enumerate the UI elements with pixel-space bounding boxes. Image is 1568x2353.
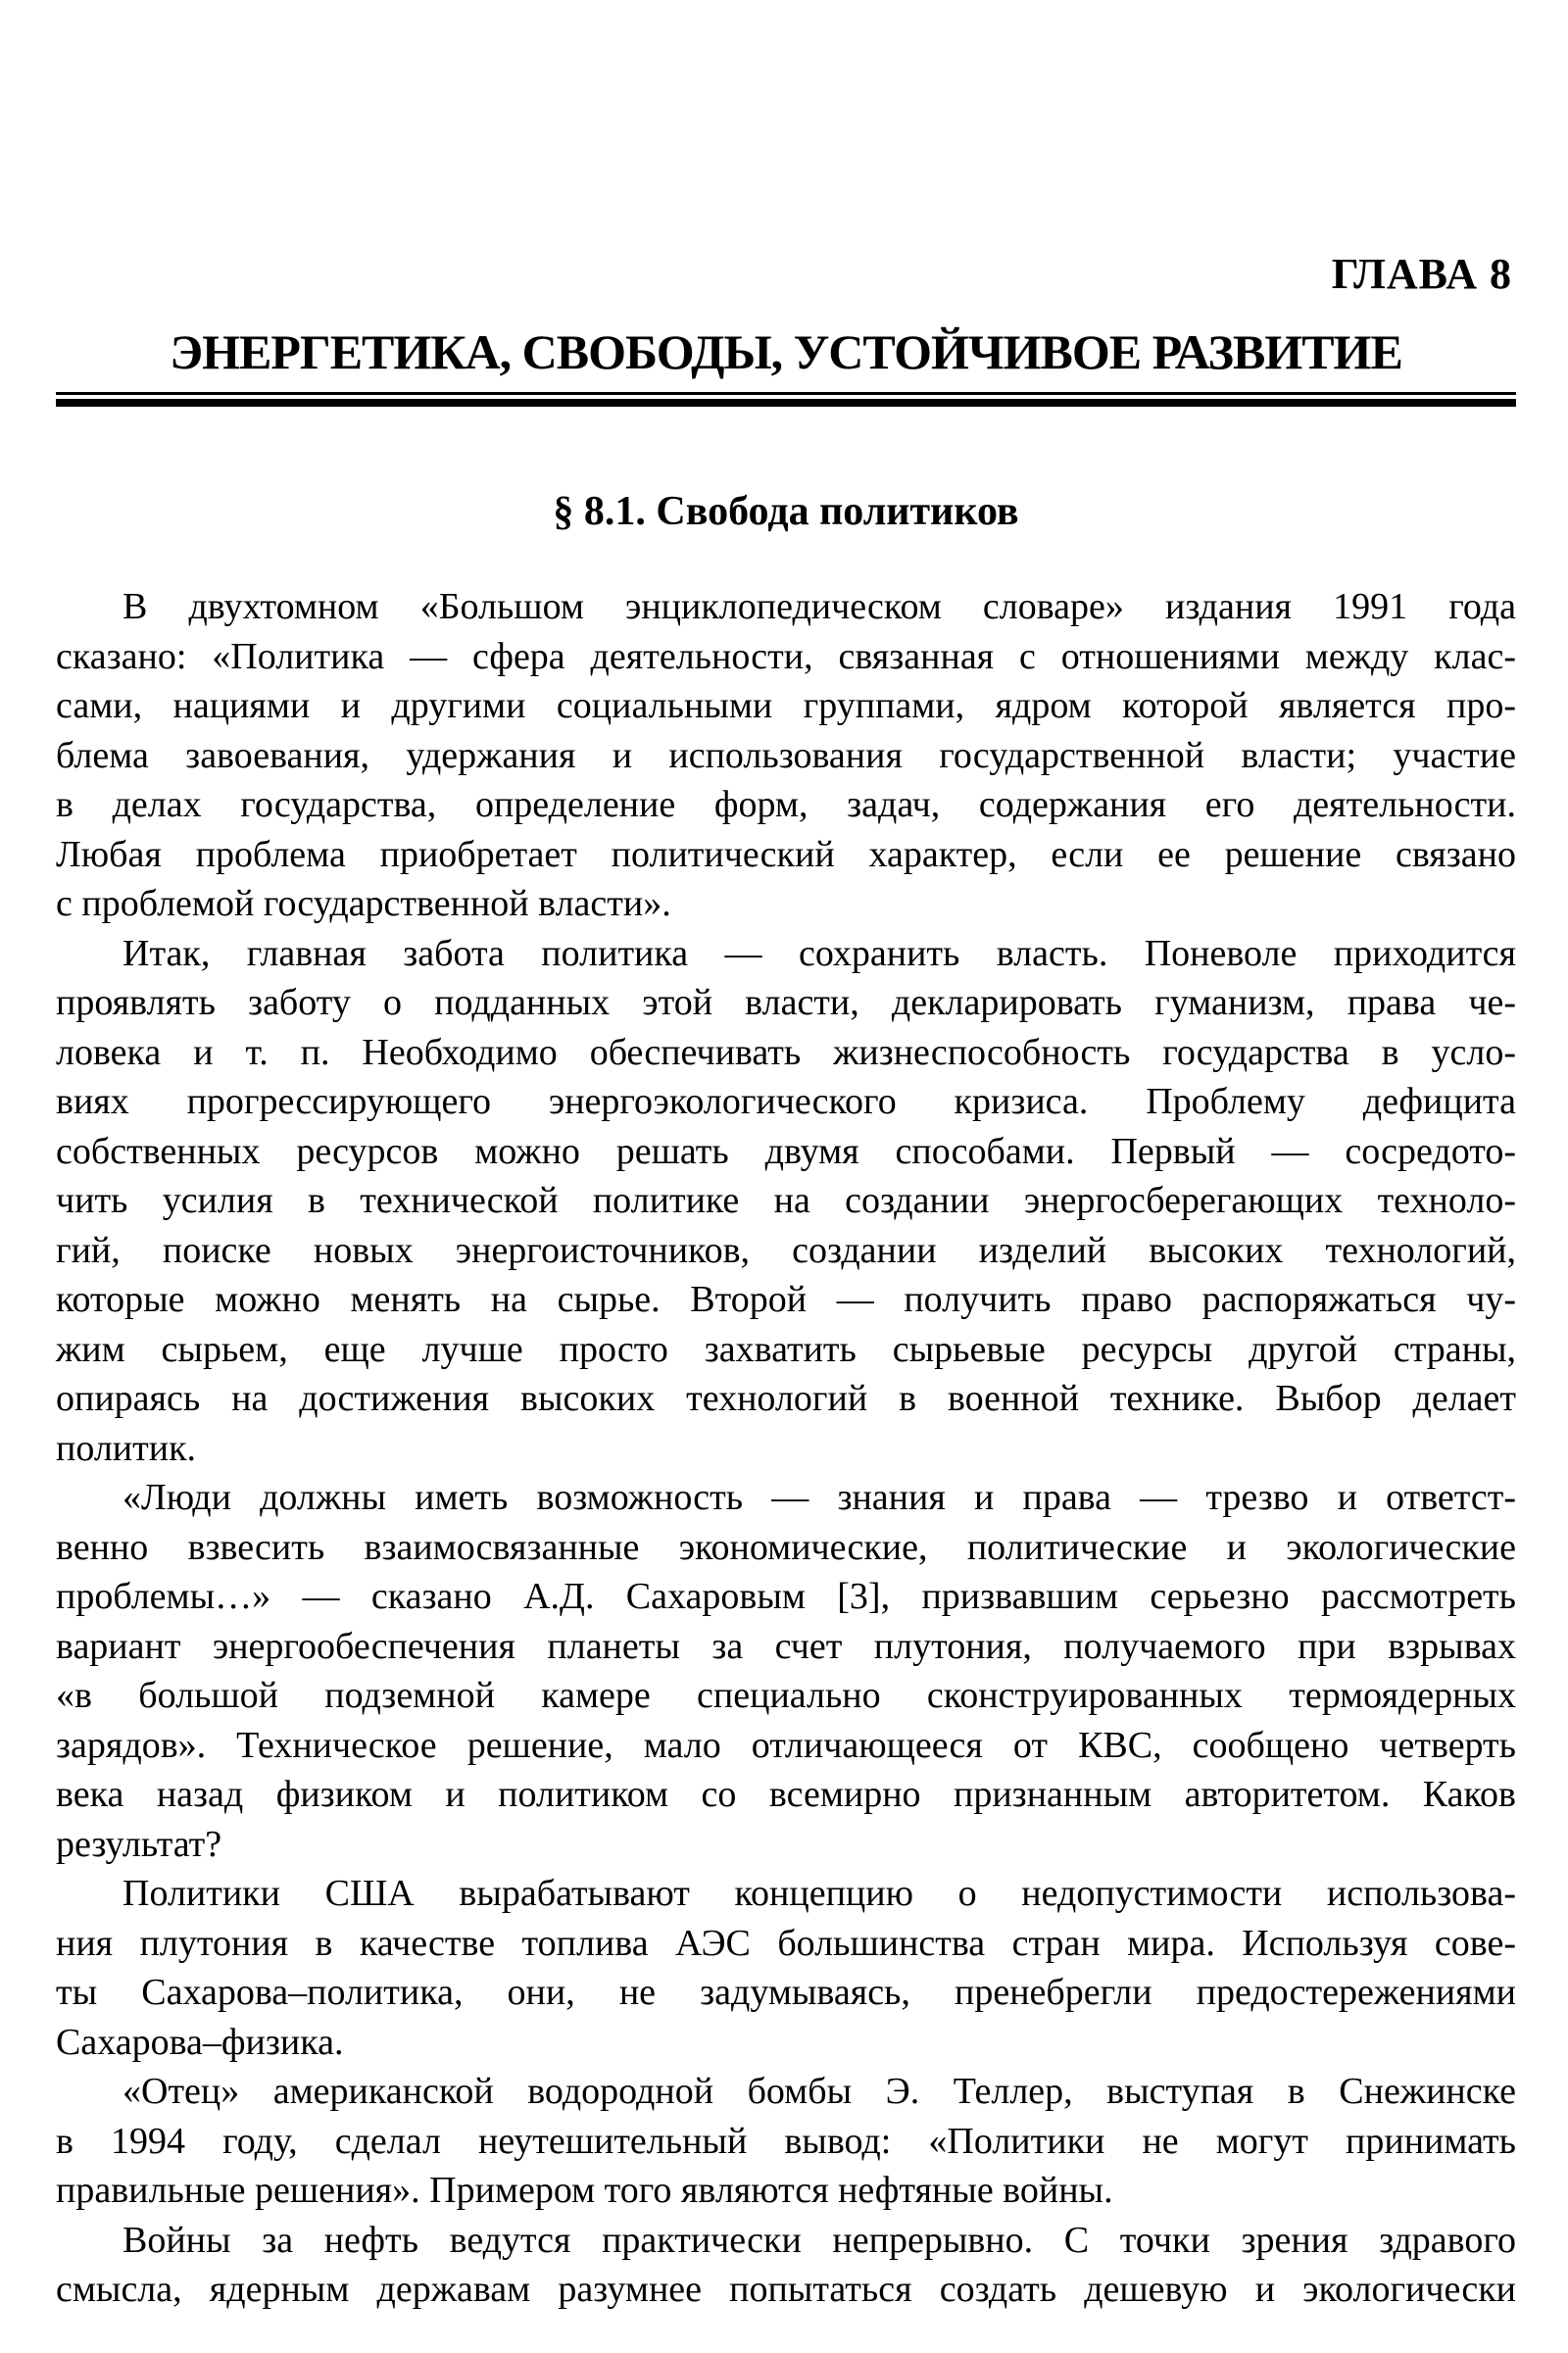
- text-line: ловека и т. п. Необходимо обеспечивать жизнеспособность государства в усло-: [56, 1031, 1516, 1073]
- text-line: собственных ресурсов можно решать двумя способами. Первый — сосредото-: [56, 1130, 1516, 1172]
- text-line: вариант энергообеспечения планеты за счет плутония, получаемого при взрывах: [56, 1625, 1516, 1667]
- chapter-divider-rule: [56, 392, 1516, 395]
- text-line: проблемы…» — сказано А.Д. Сахаровым [3], призвавшим серьезно рассмотреть: [56, 1576, 1516, 1617]
- text-line: ты Сахарова–политика, они, не задумываясь, пренебрегли предостережениями: [56, 1972, 1516, 2013]
- text-line: смысла, ядерным державам разумнее попытаться создать дешевую и экологически: [56, 2269, 1516, 2310]
- body-text: [56, 582, 1516, 2315]
- text-line: жим сырьем, еще лучше просто захватить сырьевые ресурсы другой страны,: [56, 1328, 1516, 1370]
- text-line: В двухтомном «Большом энциклопедическом словаре» издания 1991 года: [122, 586, 1516, 627]
- text-line: сказано: «Политика — сфера деятельности, связанная с отношениями между клас-: [56, 635, 1516, 677]
- text-line: которые можно менять на сырье. Второй — получить право распоряжаться чу-: [56, 1279, 1516, 1320]
- text-line: правильные решения». Примером того являются нефтяные войны.: [56, 2170, 1113, 2211]
- text-line: венно взвесить взаимосвязанные экономические, политические и экологические: [56, 1526, 1516, 1568]
- text-line: в 1994 году, сделал неутешительный вывод: «Политики не могут принимать: [56, 2120, 1516, 2162]
- text-line: политик.: [56, 1427, 197, 1469]
- text-line: чить усилия в технической политике на создании энергосберегающих техноло-: [56, 1180, 1516, 1221]
- text-line: ния плутония в качестве топлива АЭС большинства стран мира. Используя сове-: [56, 1922, 1516, 1964]
- text-line: «в большой подземной камере специально сконструированных термоядерных: [56, 1675, 1516, 1716]
- chapter-label: ГЛАВА 8: [1331, 250, 1512, 298]
- chapter-title: ЭНЕРГЕТИКА, СВОБОДЫ, УСТОЙЧИВОЕ РАЗВИТИЕ: [170, 324, 1402, 379]
- text-line: блема завоевания, удержания и использования государственной власти; участие: [56, 734, 1516, 776]
- text-line: Любая проблема приобретает политический характер, если ее решение связано: [56, 833, 1516, 875]
- text-line: с проблемой государственной власти».: [56, 883, 671, 924]
- text-line: Политики США вырабатывают концепцию о недопустимости использова-: [122, 1873, 1516, 1914]
- text-line: опираясь на достижения высоких технологий в военной технике. Выбор делает: [56, 1378, 1516, 1419]
- chapter-divider-rule-thick: [56, 399, 1516, 407]
- text-line: в делах государства, определение форм, задач, содержания его деятельности.: [56, 784, 1516, 825]
- text-line: «Люди должны иметь возможность — знания и права — трезво и ответст-: [122, 1477, 1516, 1518]
- text-line: века назад физиком и политиком со всемирно признанным авторитетом. Каков: [56, 1774, 1516, 1815]
- text-line: Войны за нефть ведутся практически непрерывно. С точки зрения здравого: [122, 2219, 1516, 2261]
- text-line: зарядов». Техническое решение, мало отличающееся от КВС, сообщено четверть: [56, 1724, 1516, 1766]
- text-line: виях прогрессирующего энергоэкологического кризиса. Проблему дефицита: [56, 1081, 1516, 1122]
- text-line: гий, поиске новых энергоисточников, создании изделий высоких технологий,: [56, 1229, 1516, 1271]
- text-line: Сахарова–физика.: [56, 2021, 344, 2063]
- section-heading: § 8.1. Свобода политиков: [553, 489, 1019, 534]
- text-line: Итак, главная забота политика — сохранить власть. Поневоле приходится: [122, 932, 1516, 974]
- text-line: результат?: [56, 1823, 222, 1865]
- text-line: проявлять заботу о подданных этой власти, декларировать гуманизм, права че-: [56, 982, 1516, 1023]
- text-line: сами, нациями и другими социальными группами, ядром которой является про-: [56, 685, 1516, 726]
- text-line: «Отец» американской водородной бомбы Э. Теллер, выступая в Снежинске: [122, 2071, 1516, 2112]
